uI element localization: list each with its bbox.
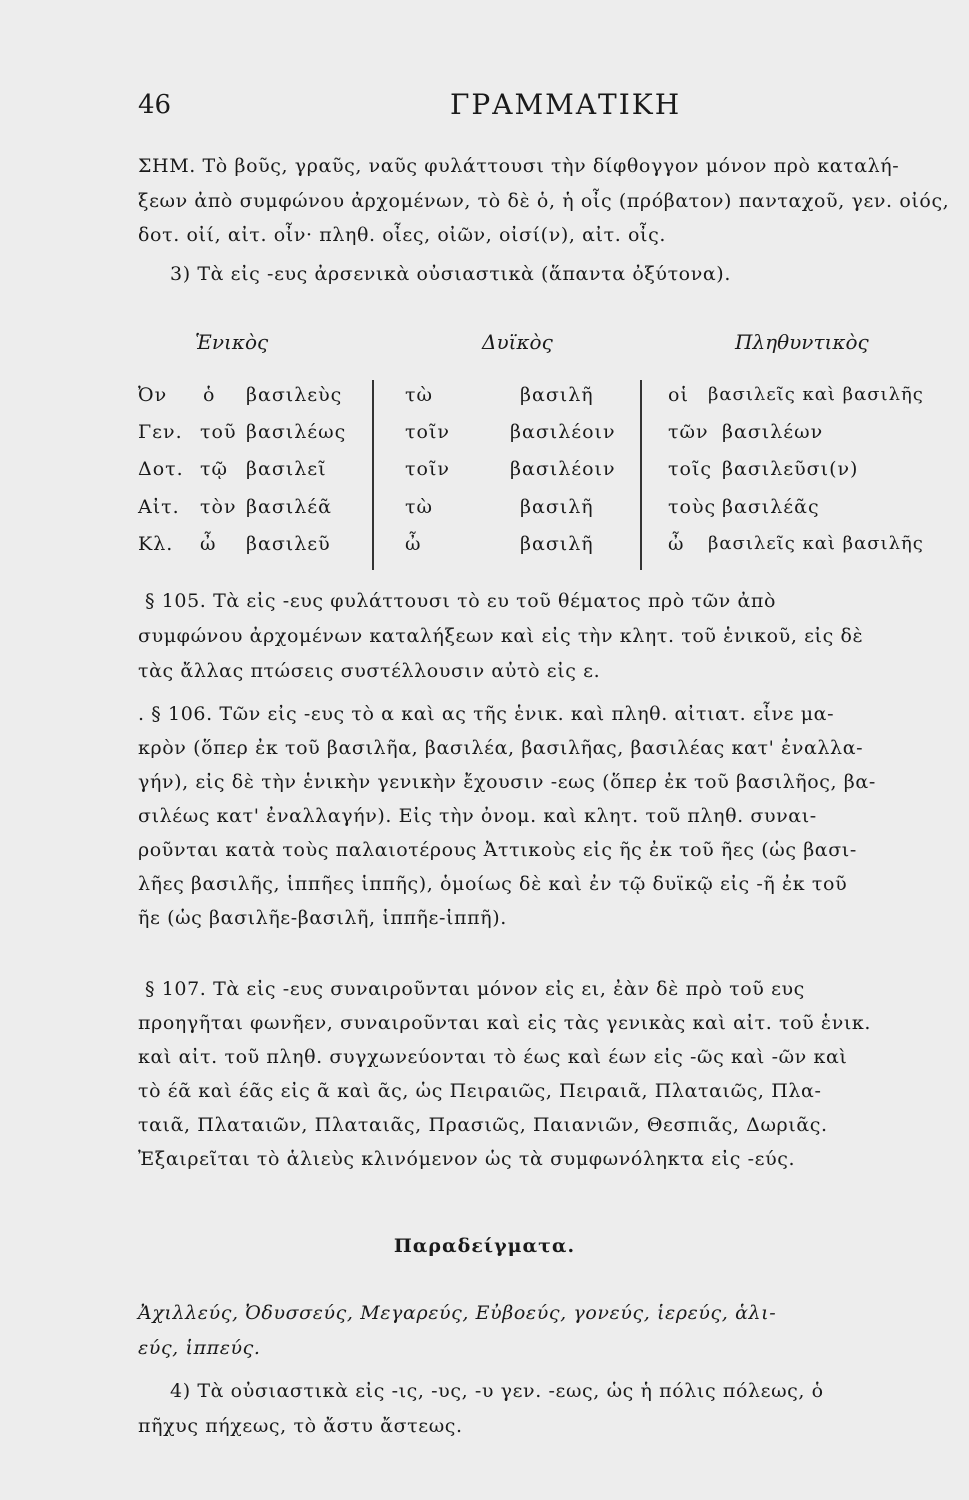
singular-form: βασιλεῦ: [246, 533, 331, 555]
paragraph-line: ῆε (ὡς βασιλῆε-βασιλῆ, ἱππῆε-ἱππῆ).: [138, 907, 507, 929]
paragraph-line: τὸ έᾶ καὶ έᾶς εἰς ᾶ καὶ ᾶς, ὡς Πειραιῶς, Πειραιᾶ, Πλαταιῶς, Πλα-: [138, 1080, 822, 1102]
column-divider: [372, 380, 374, 570]
singular-article: ὁ: [203, 384, 216, 406]
paragraph-line: 4) Τὰ οὐσιαστικὰ εἰς -ις, -υς, -υ γεν. -εως, ὡς ἡ πόλις πόλεως, ὁ: [170, 1380, 824, 1402]
singular-form: βασιλεῖ: [246, 458, 327, 480]
paragraph-line: § 105. Τὰ εἰς -ευς φυλάττουσι τὸ ευ τοῦ θέματος πρὸ τῶν ἀπὸ: [145, 590, 777, 612]
plural-article: τοῖς: [668, 458, 713, 480]
dual-article: τὼ: [405, 384, 434, 406]
dual-form: βασιλέοιν: [510, 421, 616, 443]
singular-form: βασιλέᾶ: [246, 496, 332, 518]
header-plural: Πληθυντικὸς: [735, 330, 869, 354]
header-dual: Δυϊκὸς: [482, 330, 553, 354]
case-label: Γεν.: [138, 421, 183, 443]
paragraph-line: κρὸν (ὅπερ ἐκ τοῦ βασιλῆα, βασιλέα, βασιλῆας, βασιλέας κατ' ἐναλλα-: [138, 737, 864, 759]
note-line: ΣΗΜ. Τὸ βοῦς, γραῦς, ναῦς φυλάττουσι τὴν δίφθογγον μόνον πρὸ καταλή-: [138, 155, 900, 177]
examples-heading: Παραδείγματα.: [393, 1235, 576, 1257]
dual-article: τοῖν: [405, 458, 450, 480]
plural-form: βασιλέᾶς: [722, 496, 820, 518]
case-label: Δοτ.: [138, 458, 184, 480]
paragraph-line: καὶ αἰτ. τοῦ πληθ. συγχωνεύονται τὸ έως καὶ έων εἰς -ῶς καὶ -ῶν καὶ: [138, 1046, 848, 1068]
dual-form: βασιλῆ: [520, 533, 594, 555]
singular-form: βασιλέως: [246, 421, 347, 443]
dual-form: βασιλέοιν: [510, 458, 616, 480]
plural-form: βασιλεῦσι(ν): [722, 458, 859, 480]
paragraph-line: Ἀχιλλεύς, Ὀδυσσεύς, Μεγαρεύς, Εὐβοεύς, γονεύς, ἱερεύς, ἁλι-: [138, 1302, 777, 1324]
column-divider: [640, 380, 642, 570]
dual-form: βασιλῆ: [520, 384, 594, 406]
plural-form: βασιλεῖς καὶ βασιλῆς: [708, 533, 924, 554]
paragraph-line: σιλέως κατ' ἐναλλαγήν). Εἰς τὴν ὀνομ. καὶ κλητ. τοῦ πληθ. συναι-: [138, 805, 817, 827]
singular-article: τῷ: [200, 458, 229, 480]
plural-article: τοὺς: [668, 496, 717, 518]
section-3-title: 3) Τὰ εἰς -ευς ἀρσενικὰ οὐσιαστικὰ (ἅπαντα ὀξύτονα).: [170, 263, 731, 285]
paragraph-line: συμφώνου ἀρχομένων καταλήξεων καὶ εἰς τὴν κλητ. τοῦ ἑνικοῦ, εἰς δὲ: [138, 625, 864, 647]
dual-article: τοῖν: [405, 421, 450, 443]
singular-article: τοῦ: [200, 421, 237, 443]
paragraph-line: εύς, ἱππεύς.: [138, 1337, 261, 1359]
page-number: 46: [138, 90, 172, 120]
paragraph-line: πῆχυς πήχεως, τὸ ἄστυ ἄστεως.: [138, 1415, 463, 1437]
plural-article: τῶν: [668, 421, 709, 443]
plural-form: βασιλεῖς καὶ βασιλῆς: [708, 384, 924, 405]
case-label: Ὀν: [138, 384, 168, 406]
singular-form: βασιλεὺς: [246, 384, 343, 406]
dual-article: τὼ: [405, 496, 434, 518]
paragraph-line: § 107. Τὰ εἰς -ευς συναιροῦνται μόνον εἰς ει, ἐὰν δὲ πρὸ τοῦ ευς: [145, 978, 805, 1000]
paragraph-line: . § 106. Τῶν εἰς -ευς τὸ α καὶ ας τῆς ἑνικ. καὶ πληθ. αἰτιατ. εἶνε μα-: [138, 703, 835, 725]
header-singular: Ἑνικὸς: [195, 330, 269, 354]
running-title: ΓΡΑΜΜΑΤΙΚΗ: [450, 88, 682, 121]
paragraph-line: λῆες βασιλῆς, ἱππῆες ἱππῆς), ὁμοίως δὲ καὶ ἐν τῷ δυϊκῷ εἰς -ῆ ἐκ τοῦ: [138, 873, 848, 895]
paragraph-line: τὰς ἄλλας πτώσεις συστέλλουσιν αὐτὸ εἰς ε.: [138, 660, 601, 682]
paragraph-line: προηγῆται φωνῆεν, συναιροῦνται καὶ εἰς τὰς γενικὰς καὶ αἰτ. τοῦ ἑνικ.: [138, 1012, 872, 1034]
paragraph-line: ταιᾶ, Πλαταιῶν, Πλαταιᾶς, Πρασιῶς, Παιανιῶν, Θεσπιᾶς, Δωριᾶς.: [138, 1114, 828, 1136]
plural-form: βασιλέων: [722, 421, 824, 443]
case-label: Κλ.: [138, 533, 174, 555]
singular-article: τὸν: [200, 496, 237, 518]
paragraph-line: Ἐξαιρεῖται τὸ ἁλιεὺς κλινόμενον ὡς τὰ συμφωνόληκτα εἰς -εύς.: [138, 1148, 796, 1170]
plural-article: οἱ: [668, 384, 689, 406]
paragraph-line: ροῦνται κατὰ τοὺς παλαιοτέρους Ἀττικοὺς εἰς ῆς ἐκ τοῦ ῆες (ὡς βασι-: [138, 839, 857, 861]
case-label: Αἰτ.: [138, 496, 180, 518]
paragraph-line: γήν), εἰς δὲ τὴν ἑνικὴν γενικὴν ἔχουσιν -εως (ὅπερ ἐκ τοῦ βασιλῆος, βα-: [138, 771, 876, 793]
dual-form: βασιλῆ: [520, 496, 594, 518]
dual-article: ὦ: [405, 533, 422, 555]
note-line: ξεων ἀπὸ συμφώνου ἀρχομένων, τὸ δὲ ὁ, ἡ οἶς (πρόβατον) πανταχοῦ, γεν. οἰός,: [138, 190, 950, 212]
singular-article: ὦ: [200, 533, 217, 555]
note-line: δοτ. οἰί, αἰτ. οἶν· πληθ. οἶες, οἰῶν, οἰσί(ν), αἰτ. οἶς.: [138, 224, 666, 246]
plural-article: ὦ: [668, 533, 685, 555]
